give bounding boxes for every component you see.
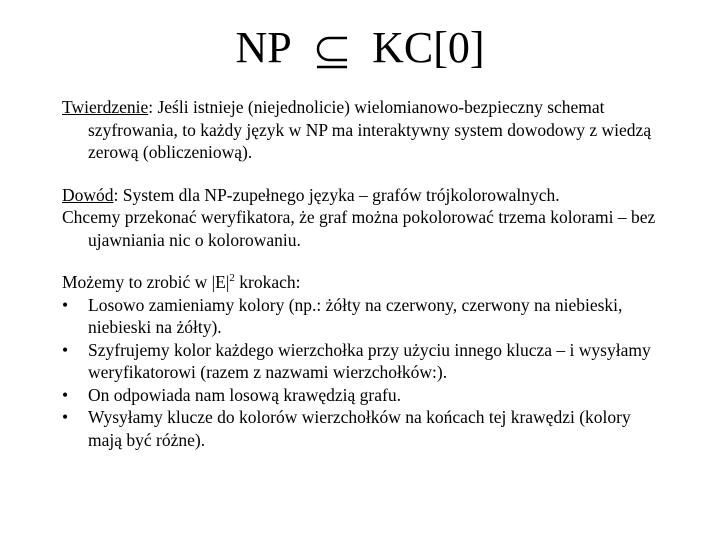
steps-intro-after: krokach: (234, 272, 301, 292)
steps-intro-before: Możemy to zrobić w |E| (62, 272, 230, 292)
proof-paragraph (62, 184, 662, 207)
title-np: NP (235, 23, 291, 72)
list-item (62, 294, 662, 339)
title-kc0: KC[0] (372, 23, 485, 72)
slide-title (0, 22, 720, 74)
proof-label: Dowód (62, 184, 114, 205)
slide-body (62, 96, 662, 451)
list-item-text: Wysyłamy klucze do kolorów wierzchołków na końcach tej krawędzi (kolory mają być różne). (88, 407, 631, 450)
bullet-icon: • (62, 339, 69, 360)
theorem-label: Twierdzenie (62, 97, 149, 117)
steps-list (62, 294, 662, 452)
proof-block (62, 184, 662, 252)
bullet-icon: • (62, 294, 69, 315)
list-item-text: Losowo zamieniamy kolory (np.: żółty na czerwony, czerwony na niebieski, niebieski na żółty). (88, 294, 623, 337)
list-item-text: On odpowiada nam losową krawędzią grafu. (88, 384, 401, 405)
list-item-text: Szyfrujemy kolor każdego wierzchołka przy użyciu innego klucza – i wysyłamy weryfikatorowi (razem z nazwami wierzchołków:). (88, 339, 651, 382)
subset-icon (307, 32, 355, 72)
theorem-text: : Jeśli istnieje (niejednolicie) wielomianowo-bezpieczny schemat szyfrowania, to każdy język w NP ma interaktywny system dowodowy z wiedzą zerową (obliczeniową). (88, 97, 652, 162)
list-item (62, 384, 662, 407)
list-item (62, 406, 662, 451)
proof-text: : System dla NP-zupełnego języka – grafów trójkolorowalnych. (113, 184, 560, 205)
bullet-icon: • (62, 407, 69, 427)
steps-block (62, 271, 662, 451)
bullet-icon: • (62, 384, 69, 405)
proof-line2: Chcemy przekonać weryfikatora, że graf można pokolorować trzema kolorami – bez ujawniania nic o kolorowaniu. (62, 207, 656, 250)
theorem-paragraph (62, 96, 662, 164)
list-item (62, 339, 662, 384)
steps-intro (62, 271, 662, 294)
steps-intro-sup: 2 (229, 272, 235, 284)
